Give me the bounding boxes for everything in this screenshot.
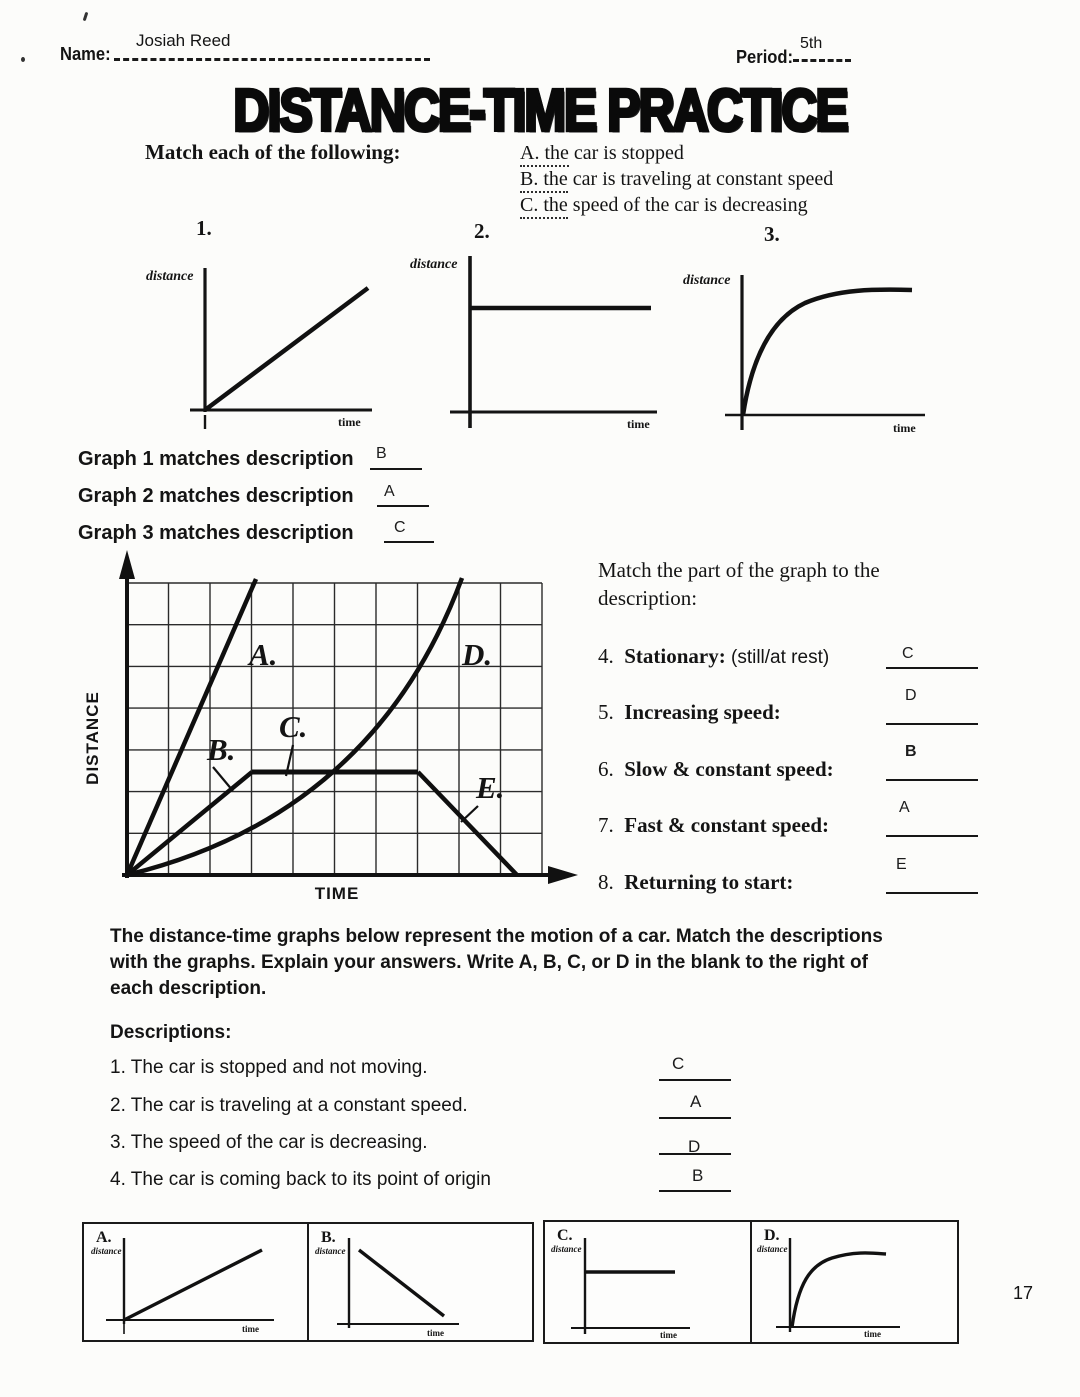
period-label: Period: xyxy=(736,47,794,67)
description-1-line[interactable] xyxy=(659,1079,731,1081)
graph2-number: 2. xyxy=(474,219,490,243)
match-prompt: Match each of the following: xyxy=(145,140,401,164)
option-a xyxy=(520,140,833,166)
x-axis-title: TIME xyxy=(314,884,360,903)
mini-a-label: A. xyxy=(96,1229,112,1246)
bottom-intro-line3: each description. xyxy=(110,978,267,999)
item-5-increasing: 5. Increasing speed: xyxy=(598,700,781,724)
bottom-intro xyxy=(110,924,970,1002)
mini-c-ylabel: distance xyxy=(551,1244,582,1254)
descriptions-label: Descriptions: xyxy=(110,1022,232,1043)
description-4-answer[interactable]: B xyxy=(692,1166,704,1185)
curve-a-fast-constant xyxy=(127,579,256,875)
graph3-match-label: Graph 3 matches description xyxy=(78,522,354,544)
item-5-answer[interactable]: D xyxy=(905,687,917,704)
mini-graph-c xyxy=(545,1222,750,1342)
main-distance-time-graph xyxy=(80,548,580,913)
description-3: 3. The speed of the car is decreasing. xyxy=(110,1132,428,1153)
mini-graph-b xyxy=(309,1224,532,1340)
mini-b-xlabel: time xyxy=(427,1328,444,1338)
name-label: Name: xyxy=(60,44,111,64)
curve-label-b: B. xyxy=(207,732,236,767)
option-a-key: A. the xyxy=(520,142,569,167)
curve-label-e: E. xyxy=(476,770,505,805)
graph3-number: 3. xyxy=(764,222,780,246)
description-1-answer[interactable]: C xyxy=(672,1054,685,1073)
option-b xyxy=(520,166,833,192)
page-number: 17 xyxy=(1013,1283,1034,1303)
graph3-xlabel: time xyxy=(893,421,916,435)
item-7-fast-constant: 7. Fast & constant speed: xyxy=(598,813,829,837)
description-3-line[interactable] xyxy=(659,1153,731,1155)
item-4-answer[interactable]: C xyxy=(902,645,914,662)
graph1-answer-line[interactable] xyxy=(370,468,422,470)
option-b-text: car is traveling at constant speed xyxy=(567,168,834,190)
scan-speck xyxy=(21,57,25,62)
mini-a-xlabel: time xyxy=(242,1324,259,1334)
curve-b-slow-constant xyxy=(127,772,252,875)
item-6-answer[interactable]: B xyxy=(905,743,917,760)
description-2-answer[interactable]: A xyxy=(690,1092,702,1111)
graph1-number: 1. xyxy=(196,216,212,240)
scan-speck xyxy=(83,12,89,21)
graph2-xlabel: time xyxy=(627,417,650,431)
mini-b-label: B. xyxy=(321,1229,336,1246)
mini-a-ylabel: distance xyxy=(91,1246,122,1256)
graph1-ylabel: distance xyxy=(146,269,194,284)
item-5-answer-line[interactable] xyxy=(886,723,978,725)
graph2-match-label: Graph 2 matches description xyxy=(78,485,354,507)
option-c-key: C. the xyxy=(520,194,568,219)
curve-label-a: A. xyxy=(249,637,278,672)
period-line[interactable] xyxy=(793,59,851,62)
part-match-prompt-line1: Match the part of the graph to the xyxy=(598,558,880,582)
graph2-answer[interactable]: A xyxy=(384,483,395,500)
graph1-xlabel: time xyxy=(338,415,361,429)
graph2-answer-line[interactable] xyxy=(377,505,429,507)
item-8-returning: 8. Returning to start: xyxy=(598,870,794,894)
y-axis-title: DISTANCE xyxy=(83,691,102,785)
option-a-text: car is stopped xyxy=(568,142,684,164)
item-6-slow-constant: 6. Slow & constant speed: xyxy=(598,757,834,781)
graph2-ylabel: distance xyxy=(410,257,458,272)
description-3-answer[interactable]: D xyxy=(688,1137,701,1156)
part-match-prompt xyxy=(598,556,880,612)
mini-b-ylabel: distance xyxy=(315,1246,346,1256)
name-value[interactable]: Josiah Reed xyxy=(136,31,231,50)
option-b-key: B. the xyxy=(520,168,568,193)
description-4: 4. The car is coming back to its point of origin xyxy=(110,1169,491,1190)
mini-d-xlabel: time xyxy=(864,1329,881,1339)
graph3-decreasing-speed xyxy=(675,262,940,442)
graph1-constant-speed xyxy=(140,252,375,442)
bottom-intro-line2: with the graphs. Explain your answers. Write A, B, C, or D in the blank to the right of xyxy=(110,952,868,973)
item-7-answer[interactable]: A xyxy=(899,799,910,816)
mini-graph-a xyxy=(84,1224,307,1340)
description-1: 1. The car is stopped and not moving. xyxy=(110,1057,428,1078)
page-title: DISTANCE-TIME PRACTICE xyxy=(233,77,847,144)
curve-label-c: C. xyxy=(279,709,308,744)
graph3-ylabel: distance xyxy=(683,273,731,288)
part-match-prompt-line2: description: xyxy=(598,586,698,610)
description-4-line[interactable] xyxy=(659,1190,731,1192)
graph3-answer[interactable]: C xyxy=(394,519,406,536)
name-line[interactable] xyxy=(114,58,430,61)
mini-d-ylabel: distance xyxy=(757,1244,788,1254)
item-7-answer-line[interactable] xyxy=(886,835,978,837)
match-options xyxy=(520,140,833,218)
mini-c-label: C. xyxy=(557,1227,573,1244)
description-2: 2. The car is traveling at a constant speed. xyxy=(110,1095,468,1116)
item-4-answer-line[interactable] xyxy=(886,667,978,669)
graph1-answer[interactable]: B xyxy=(376,445,387,462)
description-2-line[interactable] xyxy=(659,1117,731,1119)
bottom-intro-line1: The distance-time graphs below represent the motion of a car. Match the descriptions xyxy=(110,926,883,947)
item-8-answer[interactable]: E xyxy=(896,856,907,873)
graph2-stopped xyxy=(405,248,665,438)
mini-graph-d xyxy=(752,1222,957,1342)
item-6-answer-line[interactable] xyxy=(886,779,978,781)
option-c-text: speed of the car is decreasing xyxy=(567,194,808,216)
item-8-answer-line[interactable] xyxy=(886,892,978,894)
option-c xyxy=(520,192,833,218)
answer-graphs-box-cd xyxy=(543,1220,959,1344)
curve-label-d: D. xyxy=(462,637,493,672)
period-value[interactable]: 5th xyxy=(800,35,823,52)
graph1-match-label: Graph 1 matches description xyxy=(78,448,354,470)
mini-c-xlabel: time xyxy=(660,1330,677,1340)
item-4-stationary: 4. Stationary: (still/at rest) xyxy=(598,644,830,668)
graph3-answer-line[interactable] xyxy=(384,541,434,543)
answer-graphs-box-ab xyxy=(82,1222,534,1342)
mini-d-label: D. xyxy=(764,1227,780,1244)
